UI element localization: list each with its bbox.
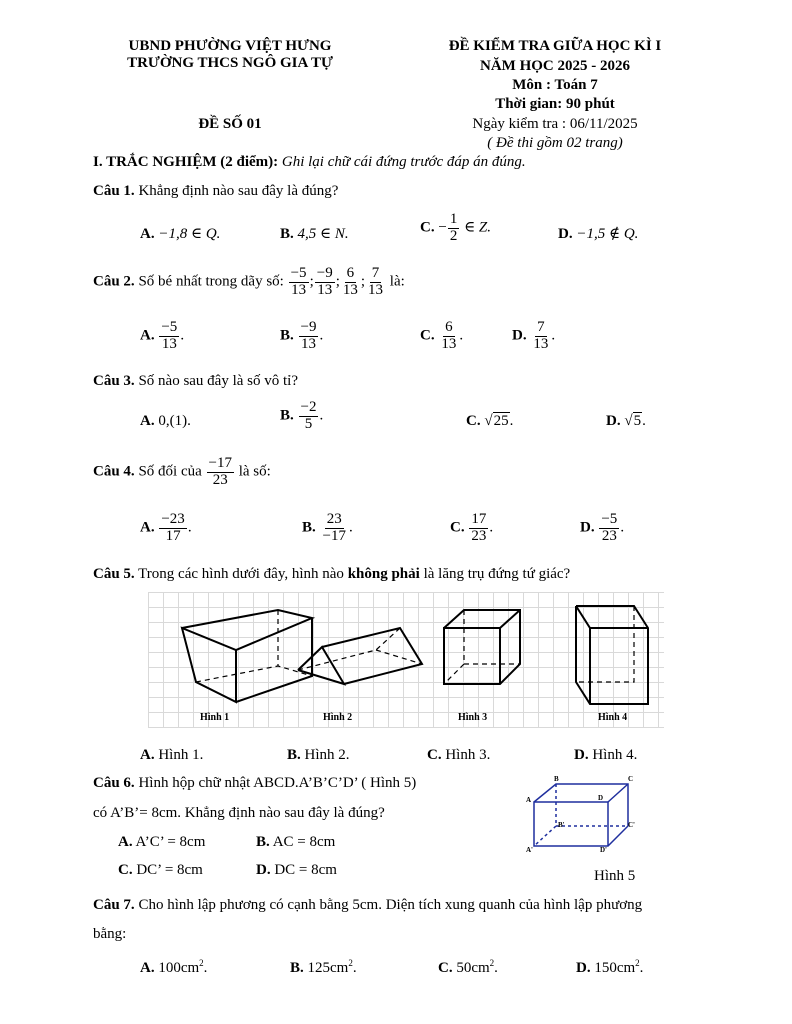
question-4: Câu 4. Số đối của $\frac{-17}{23}$ là số: xyxy=(93,455,271,488)
q2-option-a[interactable]: A. $\frac{-5}{13}$ . xyxy=(140,319,185,352)
q5-option-a[interactable]: A. Hình 1. xyxy=(140,747,204,763)
question-6-line2: có A’B’= 8cm. Khẳng định nào sau đây là đúng? xyxy=(93,805,385,821)
q5-option-d[interactable]: D. Hình 4. xyxy=(574,747,638,763)
exam-code: ĐỀ SỐ 01 xyxy=(198,116,262,132)
q1-option-d[interactable]: D. −1,5 ∉ Q. xyxy=(558,226,639,242)
q6-option-c[interactable]: C. DC’ = 8cm xyxy=(118,862,203,878)
svg-text:D': D' xyxy=(600,846,607,854)
q2-option-b[interactable]: B. $\frac{-9}{13}$ . xyxy=(280,319,324,352)
svg-text:C': C' xyxy=(628,821,635,829)
q1-option-b[interactable]: B. 4,5 ∈ N. xyxy=(280,226,349,242)
q5-option-b[interactable]: B. Hình 2. xyxy=(287,747,350,763)
section-title: I. TRẮC NGHIỆM (2 điểm): Ghi lại chữ cái đứng trước đáp án đúng. xyxy=(93,154,526,170)
q4-option-c[interactable]: C. $\frac{17}{23}$ . xyxy=(450,511,494,544)
exam-date: Ngày kiểm tra : 06/11/2025 xyxy=(472,116,638,132)
q7-option-d[interactable]: D. $150cm^2$. xyxy=(576,958,644,976)
svg-text:B': B' xyxy=(558,821,565,829)
q3-option-c[interactable]: C. √25. xyxy=(466,413,514,429)
q2-option-c[interactable]: C. $\frac{6}{13}$ . xyxy=(420,319,464,352)
school-year: NĂM HỌC 2025 - 2026 xyxy=(480,58,630,74)
box-figure-5 xyxy=(520,774,650,854)
question-7-line2: bằng: xyxy=(93,926,127,942)
q5-option-c[interactable]: C. Hình 3. xyxy=(427,747,491,763)
q3-option-a[interactable]: A. 0,(1). xyxy=(140,413,191,429)
q7-option-a[interactable]: A. $100cm^2$. xyxy=(140,958,208,976)
prism-figures xyxy=(148,592,664,728)
q6-option-a[interactable]: A. A’C’ = 8cm xyxy=(118,834,206,850)
svg-text:A: A xyxy=(526,796,532,804)
svg-text:B: B xyxy=(554,775,559,783)
figure-3-label: Hình 3 xyxy=(458,712,488,723)
school-name: TRƯỜNG THCS NGÔ GIA TỰ xyxy=(127,55,333,71)
q7-option-c[interactable]: C. $50cm^2$. xyxy=(438,958,498,976)
q3-option-d[interactable]: D. √5. xyxy=(606,413,646,429)
svg-text:A': A' xyxy=(526,846,533,854)
q4-option-d[interactable]: D. $\frac{-5}{23}$ . xyxy=(580,511,625,544)
figure-1-label: Hình 1 xyxy=(200,712,230,723)
q2-option-d[interactable]: D. $\frac{7}{13}$ . xyxy=(512,319,556,352)
figure-2-label: Hình 2 xyxy=(323,712,353,723)
figure-5-caption: Hình 5 xyxy=(594,868,636,884)
svg-text:C: C xyxy=(628,775,634,783)
svg-text:D: D xyxy=(598,794,604,802)
question-6: Câu 6. Hình hộp chữ nhật ABCD.A’B’C’D’ ( Hình 5) xyxy=(93,775,417,791)
subject: Môn : Toán 7 xyxy=(512,77,598,93)
question-1: Câu 1. Khẳng định nào sau đây là đúng? xyxy=(93,183,339,199)
school-district: UBND PHƯỜNG VIỆT HƯNG xyxy=(128,38,332,54)
q6-option-b[interactable]: B. AC = 8cm xyxy=(256,834,336,850)
q3-option-b[interactable]: B. $\frac{-2}{5}$ . xyxy=(280,399,324,432)
question-3: Câu 3. Số nào sau đây là số vô tỉ? xyxy=(93,373,298,389)
exam-title: ĐỀ KIỂM TRA GIỮA HỌC KÌ I xyxy=(448,38,662,54)
prism-figure-panel xyxy=(148,592,664,728)
q7-option-b[interactable]: B. $125cm^2$. xyxy=(290,958,357,976)
page-count: ( Đề thi gồm 02 trang) xyxy=(487,135,623,151)
q4-option-b[interactable]: B. $\frac{23}{-17}$ . xyxy=(302,511,353,544)
q1-option-c[interactable]: C. − $\frac{1}{2}$ ∈ Z. xyxy=(420,211,492,244)
question-7: Câu 7. Cho hình lập phương có cạnh bằng 5cm. Diện tích xung quanh của hình lập phương xyxy=(93,897,643,913)
figure-4-label: Hình 4 xyxy=(598,712,628,723)
question-5: Câu 5. Trong các hình dưới đây, hình nào không phải là lăng trụ đứng tứ giác? xyxy=(93,566,571,582)
q4-option-a[interactable]: A. $\frac{-23}{17}$ . xyxy=(140,511,192,544)
q1-option-a[interactable]: A. −1,8 ∈ Q. xyxy=(140,226,221,242)
q6-option-d[interactable]: D. DC = 8cm xyxy=(256,862,337,878)
question-2: Câu 2. Số bé nhất trong dãy số: $\frac{-5}{13}$ ; $\frac{-9}{13}$ ; $\frac{6}{13}$ ; $\frac{7}{13}$ là: xyxy=(93,265,405,298)
exam-time: Thời gian: 90 phút xyxy=(495,96,615,112)
